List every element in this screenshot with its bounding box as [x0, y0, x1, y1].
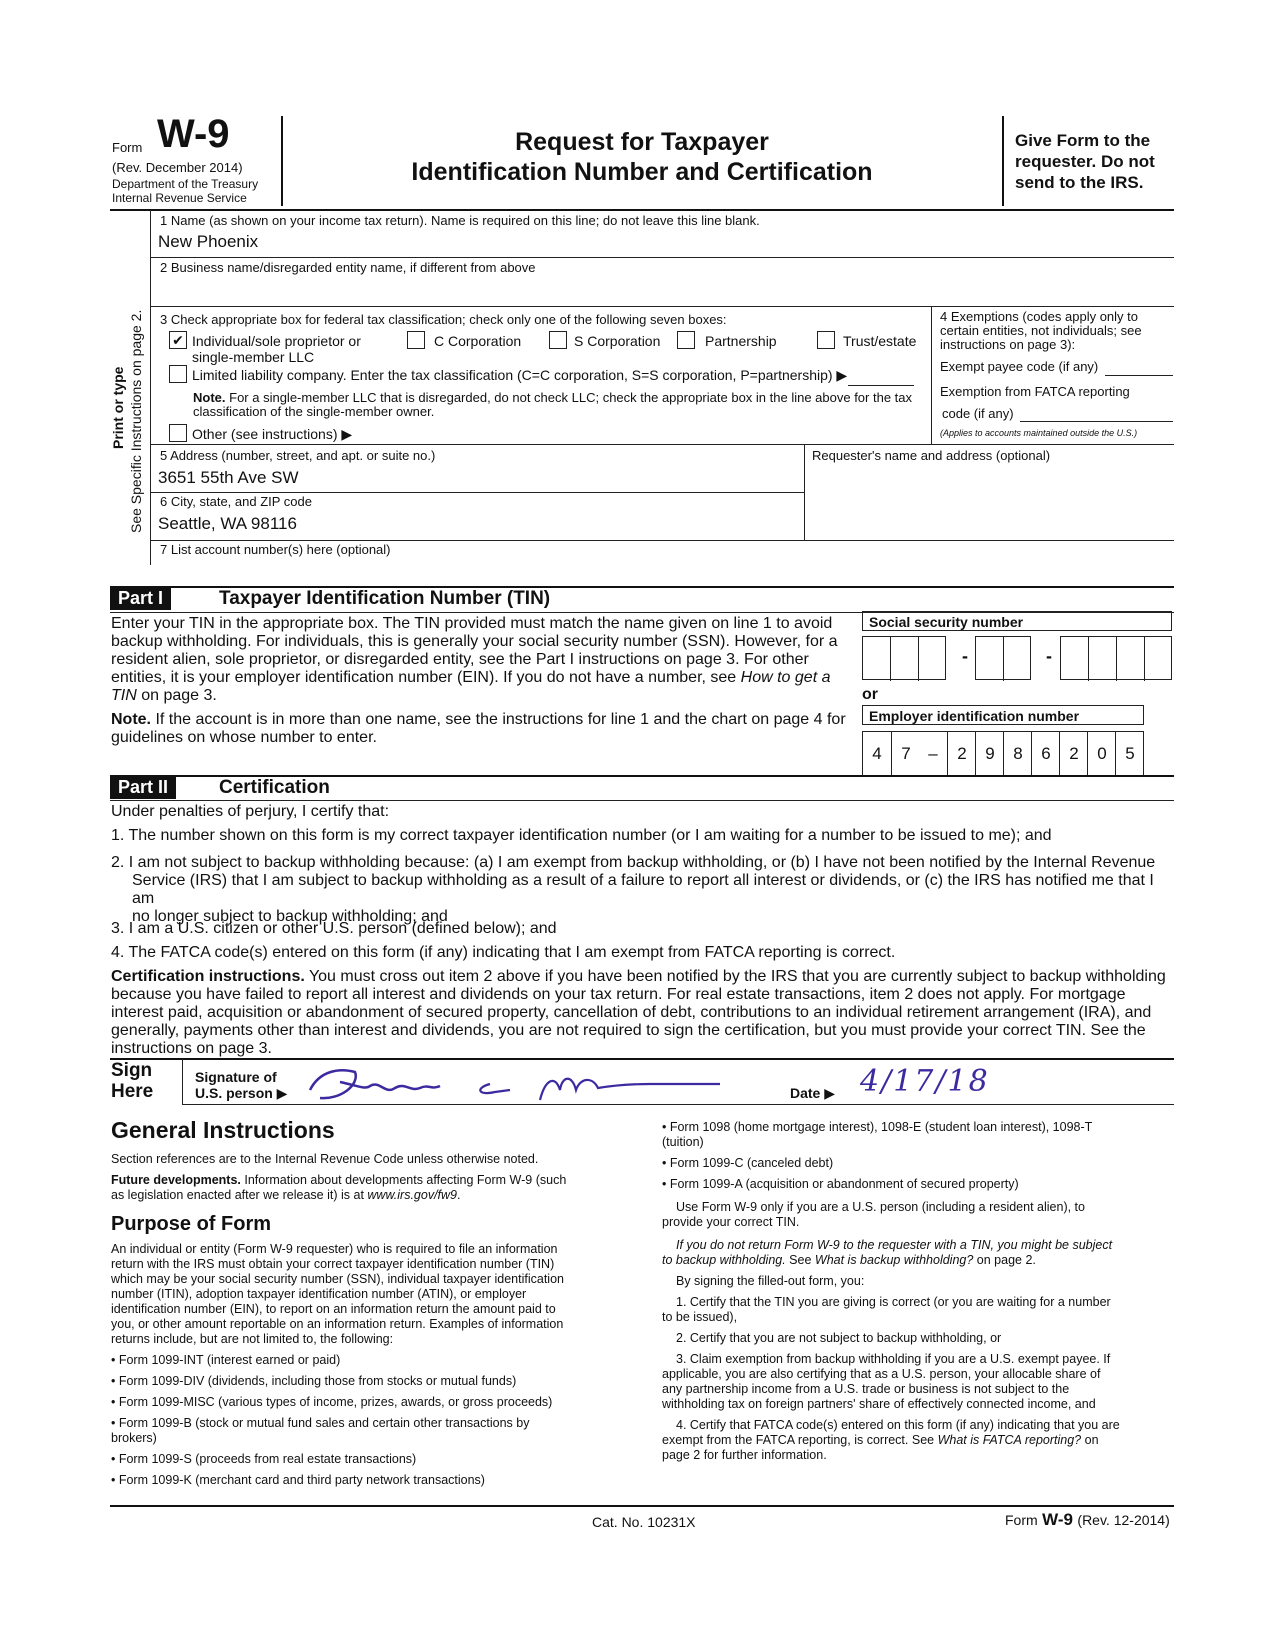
trust-estate-checkbox[interactable]	[817, 331, 835, 349]
title-line2: Identification Number and Certification	[411, 158, 873, 186]
catalog-number: Cat. No. 10231X	[592, 1514, 696, 1530]
ein-field[interactable]	[862, 731, 1144, 777]
line5-label: 5 Address (number, street, and apt. or suite no.)	[160, 448, 436, 463]
individual-label: Individual/sole proprietor or	[192, 333, 361, 349]
ein-digit: 2	[1059, 732, 1088, 776]
general-right-column: • Form 1098 (home mortgage interest), 1098-E (student loan interest), 1098-T (tuition) • Form 1099-C (canceled debt) • Form 1099-A (acquisition or abandonment of secured property) Use Form W-9 only if you are a U.S. person (including a resident alien), to provide your correct TIN. If you do not return Form W-9 to the requester with a TIN, you might be subject to backup withholding. See What is backup withholding? on page 2. By signing the filled-out form, you: 1. Certify that the TIN you are giving is correct (or you are waiting for a number to be issued), 2. Certify that you are not subject to backup withholding, or 3. Claim exemption from backup withholding if you are a U.S. exempt payee. If applicable, you are also certifying that as a U.S. person, your allocable share of any partnership income from a U.S. trade or business is not subject to the withholding tax on foreign partners' share of effectively connected income, and 4. Certify that FATCA code(s) entered on this form (if any) indicating that you are exempt from the FATCA reporting, is correct. See What is FATCA reporting? on page 2 for further information.	[662, 1120, 1120, 1462]
c-corporation-checkbox[interactable]	[407, 331, 425, 349]
ein-dash: –	[928, 744, 938, 763]
signature-label: Signature of U.S. person ▶	[195, 1069, 288, 1101]
llc-label: Limited liability company. Enter the tax classification (C=C corporation, S=S corporation, P=partnership) ▶	[192, 367, 848, 383]
exempt-payee-field[interactable]	[1105, 375, 1173, 376]
part1-title: Taxpayer Identification Number (TIN)	[219, 588, 551, 609]
line7-label: 7 List account number(s) here (optional)	[160, 542, 391, 557]
form-number: W-9	[157, 112, 230, 156]
purpose-heading: Purpose of Form	[111, 1213, 272, 1235]
fatca-label-1: Exemption from FATCA reporting	[940, 384, 1130, 399]
certification-instructions: Certification instructions. You must cross out item 2 above if you have been notified by the IRS that you are currently subject to backup withholding because you have failed to report all interest and dividends on your tax return. For real estate transactions, item 2 does not apply. For mortgage interest paid, acquisition or abandonment of secured property, cancellation of debt, contributions to an individual retirement arrangement (IRA), and generally, payments other than interest and dividends, you are not required to sign the certification, but you must provide your correct TIN. See the instructions on page 3.	[111, 968, 1166, 1057]
partnership-label: Partnership	[705, 333, 777, 349]
signature[interactable]	[300, 1060, 730, 1110]
ssn-field[interactable]: - -	[862, 636, 1172, 680]
revision: (Rev. December 2014)	[112, 160, 243, 175]
fatca-note: (Applies to accounts maintained outside the U.S.)	[940, 428, 1138, 438]
purpose-text: An individual or entity (Form W-9 requester) who is required to file an information return with the IRS must obtain your correct taxpayer identification number (TIN) which may be your social security number (SSN), individual taxpayer identification number (ITIN), adoption taxpayer identification number (ATIN), or employer identification number (EIN), to report on an information return the amount paid to you, or other amount reportable on an information return. Examples of information returns include, but are not limited to, the following: • Form 1099-INT (interest earned or paid) • Form 1099-DIV (dividends, including those from stocks or mutual funds) • Form 1099-MISC (various types of income, prizes, awards, or gross proceeds) • Form 1099-B (stock or mutual fund sales and certain other transactions by brokers) • Form 1099-S (proceeds from real estate transactions) • Form 1099-K (merchant card and third party network transactions)	[111, 1242, 564, 1487]
give-form-note: Give Form to the requester. Do not send to the IRS.	[1015, 131, 1155, 192]
ein-digit: 8	[1003, 732, 1032, 776]
c-corporation-label: C Corporation	[434, 333, 522, 349]
cert-item-4: 4. The FATCA code(s) entered on this form (if any) indicating that I am exempt from FATCA reporting is correct.	[111, 944, 896, 961]
s-corporation-checkbox[interactable]	[549, 331, 567, 349]
llc-checkbox[interactable]	[169, 365, 187, 383]
requester-label: Requester's name and address (optional)	[812, 448, 1051, 463]
s-corporation-label: S Corporation	[574, 333, 661, 349]
city-state-zip-field[interactable]: Seattle, WA 98116	[158, 514, 297, 533]
form-word: Form	[112, 140, 143, 155]
print-or-type-label: Print or type	[110, 366, 126, 449]
name-field[interactable]: New Phoenix	[158, 232, 259, 251]
or-label: or	[862, 686, 878, 703]
part2-title: Certification	[219, 777, 330, 798]
part1-instructions: Enter your TIN in the appropriate box. The TIN provided must match the name given on line 1 to avoid backup withholding. For individuals, this is generally your social security number (SSN). However, for a resident alien, sole proprietor, or disregarded entity, see the Part I instructions on page 3. For other entities, it is your employer identification number (EIN). If you do not have a number, see How to get a TIN on page 3.	[111, 615, 838, 704]
line6-label: 6 City, state, and ZIP code	[160, 494, 312, 509]
general-instructions-heading: General Instructions	[111, 1117, 335, 1143]
ein-digit: 5	[1115, 732, 1144, 776]
exempt-payee-label: Exempt payee code (if any)	[940, 359, 1099, 374]
department: Department of the Treasury	[112, 177, 259, 191]
trust-estate-label: Trust/estate	[843, 333, 917, 349]
ein-digit: 6	[1031, 732, 1060, 776]
fatca-label-2: code (if any)	[942, 406, 1014, 421]
footer-form-id: Form W-9 (Rev. 12-2014)	[1005, 1510, 1170, 1529]
individual-checkbox[interactable]: ✔	[169, 331, 187, 349]
ein-digit: 0	[1087, 732, 1116, 776]
title-line1: Request for Taxpayer	[515, 128, 769, 156]
cert-item-2: 2. I am not subject to backup withholding because: (a) I am exempt from backup withholding, or (b) I have not been notified by the Internal Revenue Service (IRS) that I am subject to backup withholding as a result of a failure to report all interest or dividends, or (c) the IRS has notified me that I am no longer subject to backup withholding; and	[111, 854, 1156, 925]
date-field[interactable]: 4/17/18	[860, 1064, 990, 1099]
exemptions-label: 4 Exemptions (codes apply only to certain entities, not individuals; see instructions on page 3):	[940, 309, 1142, 352]
part2-tag: Part II	[110, 776, 176, 799]
llc-classification-field[interactable]	[848, 385, 914, 386]
cert-item-3: 3. I am a U.S. citizen or other U.S. person (defined below); and	[111, 920, 557, 937]
date-label: Date ▶	[790, 1085, 836, 1101]
address-field[interactable]: 3651 55th Ave SW	[158, 468, 299, 487]
other-checkbox[interactable]	[169, 424, 187, 442]
individual-label-2: single-member LLC	[192, 349, 315, 365]
part1-tag: Part I	[110, 587, 171, 610]
other-label: Other (see instructions) ▶	[192, 426, 353, 442]
partnership-checkbox[interactable]	[677, 331, 695, 349]
ein-digit: 2	[947, 732, 976, 776]
certification-intro: Under penalties of perjury, I certify that:	[111, 803, 390, 820]
line3-label: 3 Check appropriate box for federal tax classification; check only one of the following seven boxes:	[160, 312, 727, 327]
cert-item-1: 1. The number shown on this form is my correct taxpayer identification number (or I am waiting for a number to be issued to me); and	[111, 827, 1052, 844]
ssn-label: Social security number	[862, 611, 1172, 631]
sign-here-label: Sign Here	[111, 1060, 154, 1102]
see-instructions-label: See Specific Instructions on page 2.	[128, 309, 144, 533]
fatca-field[interactable]	[1020, 421, 1173, 422]
ein-digit: 7	[891, 732, 920, 776]
ein-label: Employer identification number	[862, 705, 1144, 725]
general-left-column: Section references are to the Internal Revenue Code unless otherwise noted. Future developments. Information about developments affecting Form W-9 (such as legislation enacted after we release it) is at www.irs.gov/fw9.	[111, 1152, 567, 1202]
line2-label: 2 Business name/disregarded entity name, if different from above	[160, 260, 536, 275]
line1-label: 1 Name (as shown on your income tax return). Name is required on this line; do not leave this line blank.	[160, 213, 760, 228]
llc-note: Note. For a single-member LLC that is disregarded, do not check LLC; check the appropriate box in the line above for the tax classification of the single-member owner.	[193, 390, 913, 419]
irs-label: Internal Revenue Service	[112, 191, 247, 205]
part1-note: Note. If the account is in more than one name, see the instructions for line 1 and the chart on page 4 for guidelines on whose number to enter.	[111, 711, 846, 746]
ein-digit: 9	[975, 732, 1004, 776]
ein-digit: 4	[872, 744, 882, 763]
